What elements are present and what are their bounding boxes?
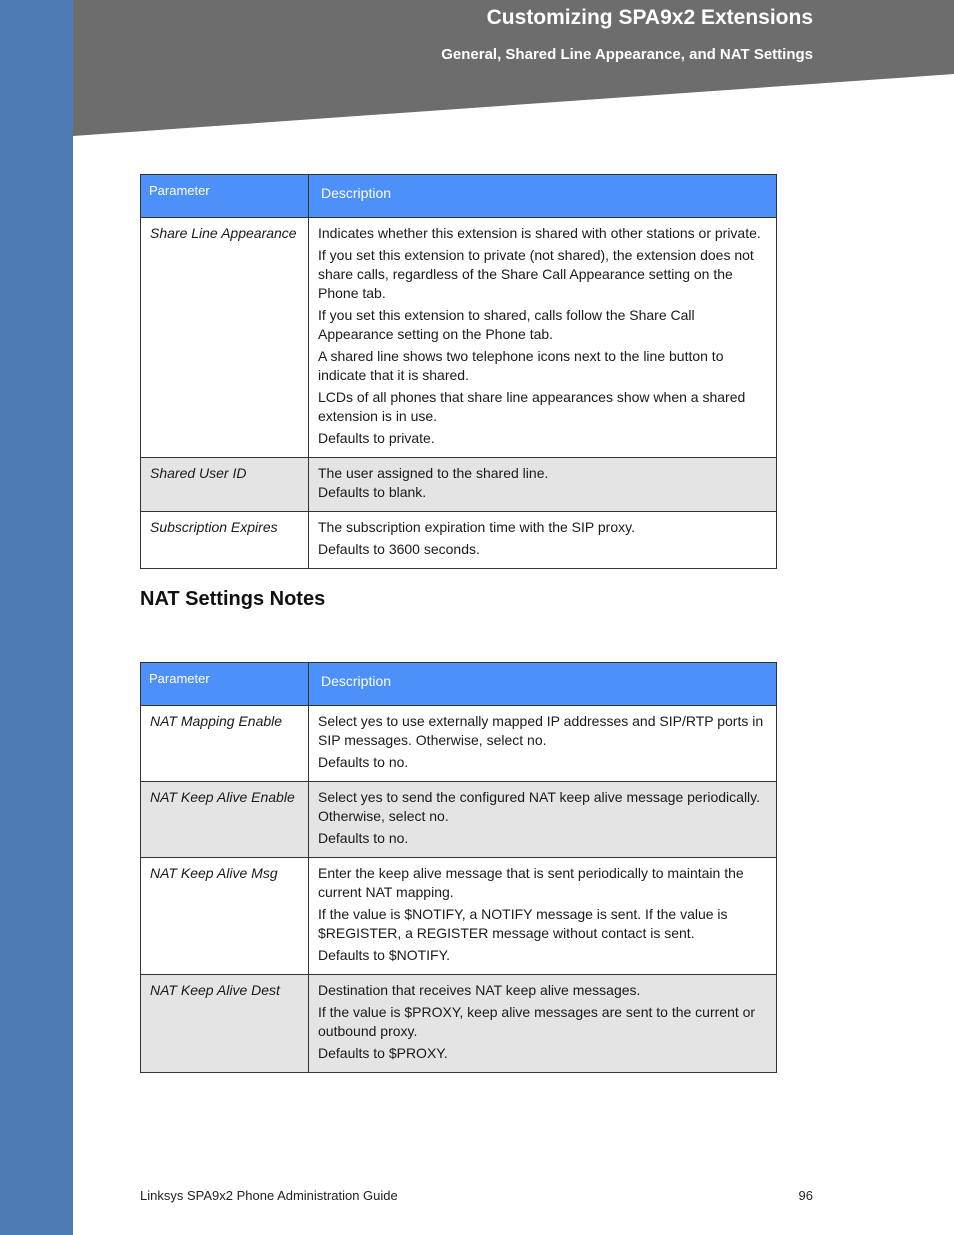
description-paragraph: Defaults to 3600 seconds. <box>318 541 480 557</box>
table-row <box>141 706 777 782</box>
parameter-description <box>309 706 777 782</box>
description-paragraph: Enter the keep alive message that is sent periodically to maintain the current NAT mapping. <box>318 865 744 900</box>
table-row <box>141 782 777 858</box>
parameter-description <box>309 458 777 512</box>
table-row <box>141 512 777 569</box>
section-heading: NAT Settings Notes <box>140 588 326 610</box>
footer-page-number: 96 <box>798 1188 813 1203</box>
page-subtitle: General, Shared Line Appearance, and NAT Settings <box>441 46 813 63</box>
table-header-row <box>141 663 777 706</box>
parameter-column-header: Parameter <box>141 663 309 706</box>
parameter-description <box>309 858 777 975</box>
parameter-name: Shared User ID <box>141 458 309 512</box>
parameter-column-header: Parameter <box>141 175 309 218</box>
description-column-header: Description <box>309 663 777 706</box>
description-paragraph: Defaults to $PROXY. <box>318 1045 448 1061</box>
description-paragraph: Select yes to use externally mapped IP addresses and SIP/RTP ports in SIP messages. Otherwise, select no. <box>318 713 764 748</box>
description-paragraph: Defaults to blank. <box>318 484 427 500</box>
footer-guide-title: Linksys SPA9x2 Phone Administration Guide <box>140 1188 398 1203</box>
description-paragraph: Defaults to private. <box>318 430 435 446</box>
description-paragraph: If you set this extension to private (not shared), the extension does not share calls, regardless of the Share Call Appearance setting on the Phone tab. <box>318 247 754 301</box>
parameter-name: NAT Mapping Enable <box>141 706 309 782</box>
nat-settings-parameter-table <box>140 662 777 1073</box>
parameter-description <box>309 975 777 1073</box>
description-paragraph: Defaults to $NOTIFY. <box>318 947 451 963</box>
description-paragraph: Destination that receives NAT keep alive messages. <box>318 982 641 998</box>
parameter-name: Subscription Expires <box>141 512 309 569</box>
description-paragraph: The subscription expiration time with the SIP proxy. <box>318 519 635 535</box>
description-paragraph: If the value is $NOTIFY, a NOTIFY message is sent. If the value is $REGISTER, a REGISTER message without contact is sent. <box>318 906 728 941</box>
parameter-description <box>309 512 777 569</box>
description-paragraph: Indicates whether this extension is shared with other stations or private. <box>318 225 761 241</box>
shared-line-parameter-table <box>140 174 777 569</box>
description-paragraph: If the value is $PROXY, keep alive messages are sent to the current or outbound proxy. <box>318 1004 756 1039</box>
table-row <box>141 975 777 1073</box>
parameter-name: NAT Keep Alive Msg <box>141 858 309 975</box>
description-paragraph: LCDs of all phones that share line appearances show when a shared extension is in use. <box>318 389 746 424</box>
table-row <box>141 858 777 975</box>
description-column-header: Description <box>309 175 777 218</box>
table-row <box>141 458 777 512</box>
page-title: Customizing SPA9x2 Extensions <box>486 6 813 29</box>
parameter-name: NAT Keep Alive Enable <box>141 782 309 858</box>
parameter-description <box>309 218 777 458</box>
table-row <box>141 218 777 458</box>
parameter-description <box>309 782 777 858</box>
parameter-name: NAT Keep Alive Dest <box>141 975 309 1073</box>
description-paragraph: The user assigned to the shared line. <box>318 465 549 481</box>
description-paragraph: A shared line shows two telephone icons next to the line button to indicate that it is shared. <box>318 348 724 383</box>
left-color-bar <box>0 0 73 1235</box>
description-paragraph: If you set this extension to shared, calls follow the Share Call Appearance setting on the Phone tab. <box>318 307 695 342</box>
description-paragraph: Select yes to send the configured NAT keep alive message periodically. Otherwise, select no. <box>318 789 761 824</box>
description-paragraph: Defaults to no. <box>318 830 409 846</box>
description-paragraph: Defaults to no. <box>318 754 409 770</box>
table-header-row <box>141 175 777 218</box>
parameter-name: Share Line Appearance <box>141 218 309 458</box>
